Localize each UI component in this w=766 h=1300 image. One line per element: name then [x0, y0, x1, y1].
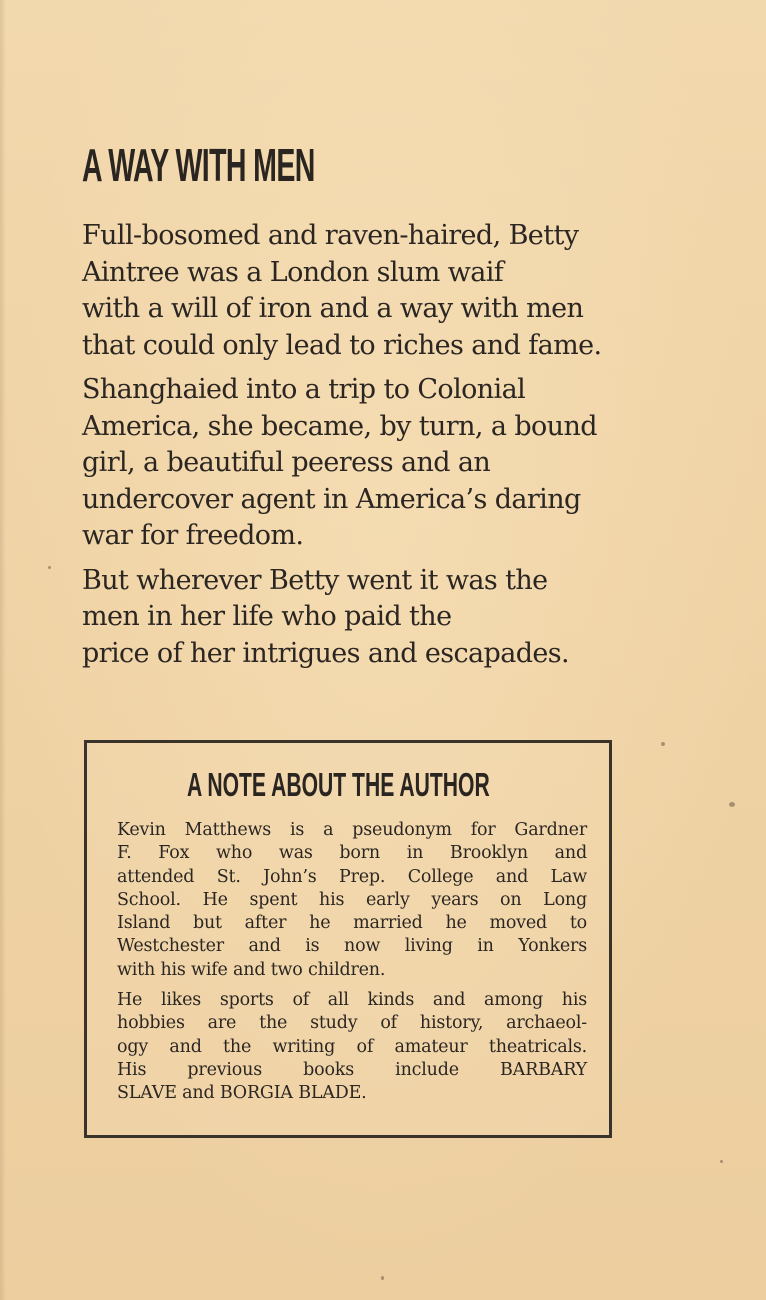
author-note-box [84, 740, 612, 1138]
blurb-line: Shanghaied into a trip to Colonial [82, 374, 526, 405]
author-note-line: He likes sports of all kinds and among his [117, 990, 587, 1011]
author-note-paragraph [117, 819, 587, 982]
author-note-line: Westchester and is now living in Yonkers [117, 936, 587, 957]
blurb-line: that could only lead to riches and fame. [82, 329, 602, 361]
blurb-line: with a will of iron and a way with men [82, 293, 584, 324]
blurb-line: undercover agent in America’s daring [82, 483, 581, 515]
paper-speck [48, 566, 51, 569]
author-note-title: A NOTE ABOUT THE AUTHOR [187, 766, 490, 803]
author-note-line: Island but after he married he moved to [117, 913, 587, 934]
author-note-line: attended St. John’s Prep. College and Law [117, 866, 587, 887]
blurb-line: Full-bosomed and raven-haired, Betty [82, 220, 579, 251]
blurb-paragraph [82, 372, 682, 555]
blurb-paragraph [82, 563, 682, 673]
paper-speck [381, 1276, 384, 1280]
paper-speck [661, 742, 665, 746]
blurb [82, 218, 682, 680]
author-note-line: SLAVE and BORGIA BLADE. [117, 1083, 367, 1104]
author-note-line: ogy and the writing of amateur theatricals. [117, 1036, 587, 1057]
author-note-line: His previous books include BARBARY [117, 1059, 587, 1080]
author-note-line: F. Fox who was born in Brooklyn and [117, 843, 587, 864]
author-note-line: School. He spent his early years on Long [117, 889, 587, 910]
blurb-line: Aintree was a London slum waif [82, 256, 504, 288]
blurb-line: girl, a beautiful peeress and an [82, 447, 491, 478]
author-note-line: hobbies are the study of history, archaeol- [117, 1013, 587, 1034]
blurb-line: price of her intrigues and escapades. [82, 637, 569, 669]
blurb-line: war for freedom. [82, 520, 304, 551]
blurb-line: America, she became, by turn, a bound [82, 410, 597, 442]
author-note-line: with his wife and two children. [117, 959, 386, 980]
blurb-line: But wherever Betty went it was the [82, 564, 548, 596]
headline: A WAY WITH MEN [82, 139, 315, 191]
paper-speck [729, 802, 735, 807]
paper-speck [720, 1160, 723, 1163]
author-note-line: Kevin Matthews is a pseudonym for Gardner [117, 820, 587, 840]
author-note-paragraph [117, 989, 587, 1105]
blurb-paragraph [82, 218, 682, 364]
blurb-line: men in her life who paid the [82, 601, 452, 632]
author-note-body [117, 819, 587, 1113]
